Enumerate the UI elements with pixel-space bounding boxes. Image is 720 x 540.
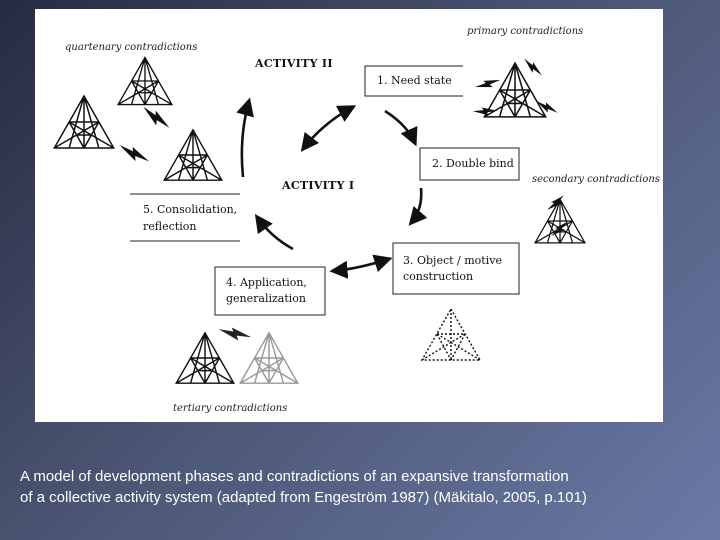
quartenary-contradictions-figure bbox=[54, 57, 222, 180]
activity-two-label: ACTIVITY II bbox=[255, 57, 333, 70]
arrow-object-to-application bbox=[333, 259, 389, 271]
phase-consolidation bbox=[130, 194, 240, 241]
dotted-triangle-icon bbox=[422, 309, 480, 360]
activity-triangle-icon bbox=[164, 130, 222, 180]
lightning-bolt-icon bbox=[219, 327, 252, 340]
phase-need-state bbox=[365, 66, 463, 96]
activity-triangle-icon bbox=[118, 57, 172, 104]
grey-activity-triangle-icon bbox=[240, 333, 298, 383]
arrow-double-bind-to-object bbox=[411, 188, 421, 223]
phase-double-bind bbox=[420, 148, 519, 180]
diagram-image bbox=[35, 9, 663, 422]
arrow-activity-to-need-state bbox=[303, 107, 353, 149]
slide-caption bbox=[20, 466, 715, 508]
lightning-bolt-icon bbox=[474, 73, 501, 95]
caption-line-1: A model of development phases and contradictions of an expansive transformation bbox=[20, 468, 569, 485]
arrow-need-state-to-double-bind bbox=[385, 111, 415, 143]
phase-label: 4. Application, bbox=[226, 276, 307, 289]
phase-label: 3. Object / motive bbox=[403, 254, 502, 267]
lightning-bolt-icon bbox=[520, 57, 545, 77]
tertiary-contradictions-label: tertiary contradictions bbox=[173, 403, 288, 414]
caption-line-2: of a collective activity system (adapted from Engeström 1987) (Mäkitalo, 2005, p.101) bbox=[20, 489, 587, 506]
expansive-cycle-diagram bbox=[35, 9, 663, 422]
primary-contradictions-figure bbox=[472, 57, 559, 119]
activity-triangle-icon bbox=[54, 96, 114, 148]
arrow-consolidation-to-activity-two bbox=[242, 101, 249, 177]
tertiary-contradictions-figure bbox=[176, 327, 298, 383]
secondary-contradictions-label: secondary contradictions bbox=[532, 174, 660, 185]
phase-label: 1. Need state bbox=[377, 74, 452, 87]
activity-one-label: ACTIVITY I bbox=[282, 179, 355, 192]
lightning-bolt-icon bbox=[116, 143, 151, 164]
phase-label-second-line: construction bbox=[403, 270, 474, 283]
arrow-application-to-consolidation bbox=[257, 217, 293, 249]
lightning-bolt-icon bbox=[138, 105, 173, 131]
object-triangle-figure bbox=[422, 309, 480, 360]
quartenary-contradictions-label: quartenary contradictions bbox=[65, 42, 198, 53]
activity-triangle-icon bbox=[535, 199, 585, 243]
phase-application bbox=[215, 267, 325, 315]
phase-object-motive bbox=[393, 243, 519, 294]
phase-label-second-line: generalization bbox=[226, 292, 306, 305]
phase-label: 5. Consolidation, bbox=[143, 203, 238, 216]
phase-label: 2. Double bind bbox=[432, 157, 514, 170]
phase-label-second-line: reflection bbox=[143, 220, 197, 233]
secondary-contradictions-figure bbox=[535, 192, 585, 243]
activity-triangle-icon bbox=[176, 333, 234, 383]
primary-contradictions-label: primary contradictions bbox=[467, 26, 584, 37]
